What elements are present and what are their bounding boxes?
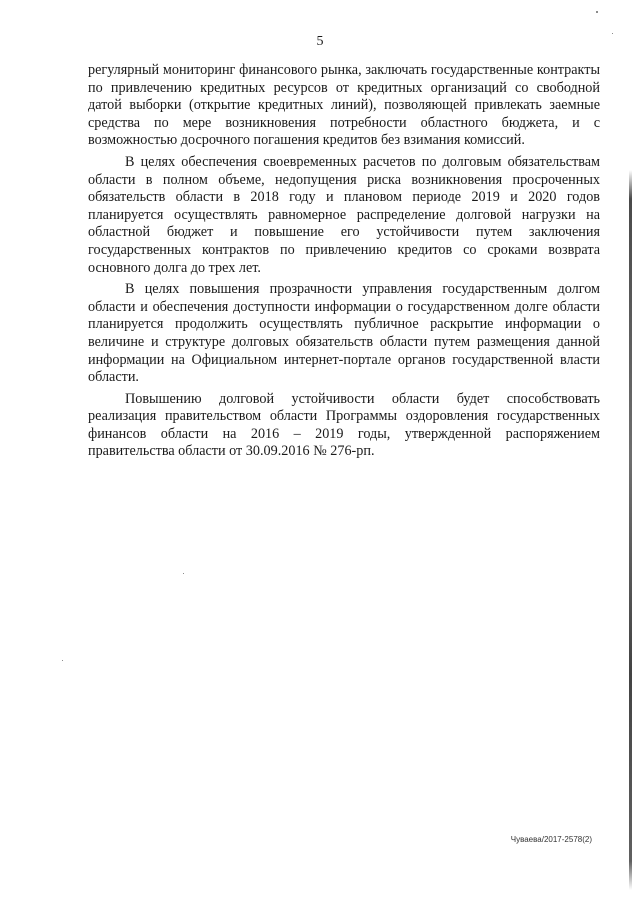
document-reference-code: Чуваева/2017-2578(2) bbox=[510, 835, 592, 844]
paragraph-transparency: В целях повышения прозрачности управления государственным долгом области и обеспечения доступности информации о государственном долге области планируется продолжить осуществлять публичное раскрытие информации о величине и структуре долговых обязательств области путем размещения данной информации на Официальном интернет-портале органов государственной власти области. bbox=[88, 281, 600, 386]
scan-edge-mark bbox=[629, 170, 632, 890]
paragraph-settlements: В целях обеспечения своевременных расчетов по долговым обязательствам области в полном объеме, недопущения риска возникновения просроченных обязательств области в 2018 году и плановом периоде 2019 и 2020 годов планируется осуществлять равномерное распределение долговой нагрузки на областной бюджет и повышение его устойчивости путем заключения государственных контрактов по привлечению кредитов со сроками возврата основного долга до трех лет. bbox=[88, 153, 600, 276]
scan-speck bbox=[612, 33, 613, 34]
document-body bbox=[88, 62, 600, 461]
scan-speck bbox=[183, 573, 184, 574]
scan-speck bbox=[596, 11, 598, 13]
scan-speck bbox=[62, 660, 63, 661]
paragraph-sustainability: Повышению долговой устойчивости области будет способствовать реализация правительством области Программы оздоровления государственных финансов области на 2016 – 2019 годы, утвержденной распоряжением правительства области от 30.09.2016 № 276-рп. bbox=[88, 390, 600, 460]
page-number: 5 bbox=[316, 34, 324, 49]
paragraph-continuation: регулярный мониторинг финансового рынка, заключать государственные контракты по привлечению кредитных ресурсов от кредитных организаций со свободной датой выборки (открытие кредитных линий), позволяющей привлекать заемные средства по мере возникновения потребности областного бюджета, и с возможностью досрочного погашения кредитов без взимания комиссий. bbox=[88, 62, 600, 149]
